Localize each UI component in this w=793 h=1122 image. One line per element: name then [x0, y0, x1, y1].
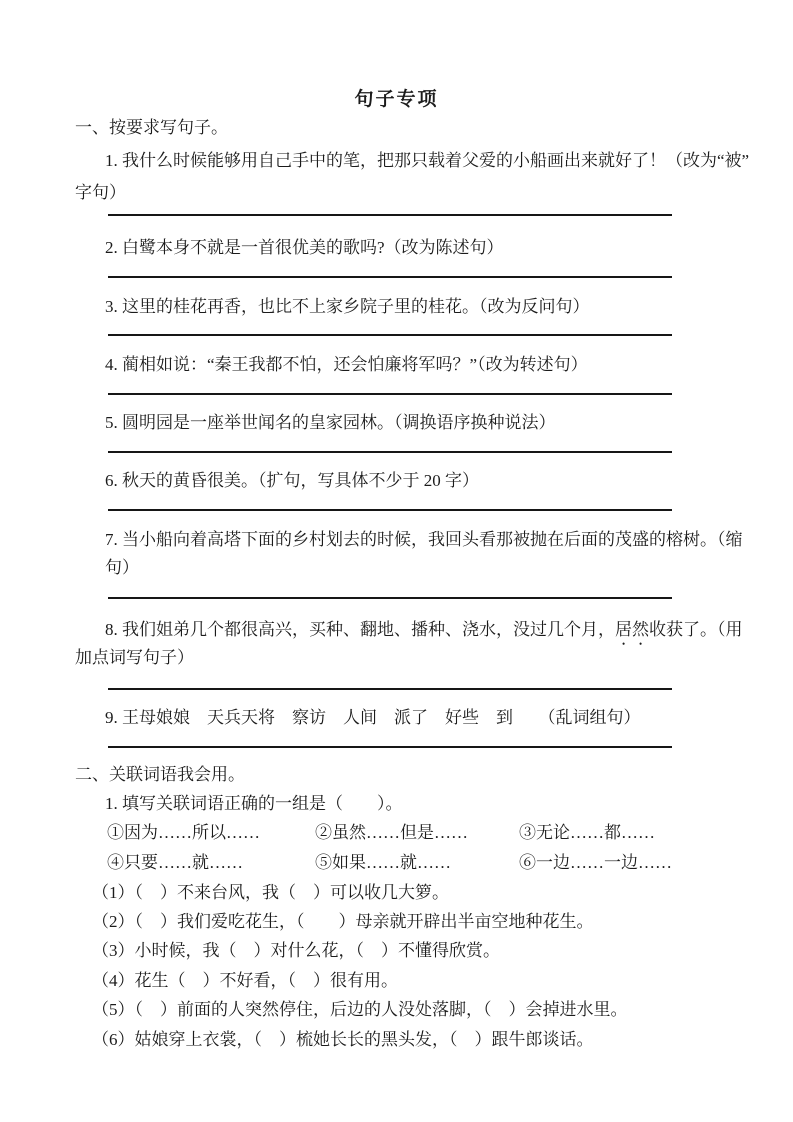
option-1: ①因为……所以……	[107, 823, 260, 842]
question-3: 3. 这里的桂花再香，也比不上家乡院子里的桂花。（改为反问句）	[105, 297, 590, 316]
question-1-line-2: 字句）	[75, 183, 126, 202]
question-7-line-2: 句）	[105, 558, 139, 577]
answer-line-2	[108, 276, 672, 278]
page-title: 句子专项	[354, 89, 439, 110]
fill-item-2: （2）（ ）我们爱吃花生，（ ）母亲就开辟出半亩空地种花生。	[92, 912, 594, 931]
answer-line-8	[108, 688, 672, 690]
section2-question-1: 1. 填写关联词语正确的一组是（ ）。	[105, 794, 403, 813]
question-1-line-1: 1. 我什么时候能够用自己手中的笔，把那只载着父爱的小船画出来就好了！（改为“被”	[105, 151, 750, 170]
fill-item-5: （5）（ ）前面的人突然停住，后边的人没处落脚，（ ）会掉进水里。	[92, 1000, 628, 1019]
question-9: 9. 王母娘娘 天兵天将 察访 人间 派了 好些 到 （乱词组句）	[105, 708, 641, 727]
question-8-text-post: 收获了。（用	[649, 620, 743, 639]
question-7-line-1: 7. 当小船向着高塔下面的乡村划去的时候，我回头看那被抛在后面的茂盛的榕树。（缩	[105, 530, 743, 549]
answer-line-7	[108, 597, 672, 599]
option-3: ③无论……都……	[519, 823, 655, 842]
section2-heading: 二、关联词语我会用。	[75, 765, 245, 784]
section1-heading: 一、按要求写句子。	[75, 118, 228, 137]
answer-line-4	[108, 393, 672, 395]
fill-item-3: （3）小时候，我（ ）对什么花，（ ）不懂得欣赏。	[92, 941, 500, 960]
fill-item-4: （4）花生（ ）不好看，（ ）很有用。	[92, 971, 398, 990]
answer-line-3	[108, 334, 672, 336]
question-2: 2. 白鹭本身不就是一首很优美的歌吗?（改为陈述句）	[105, 238, 504, 257]
question-8-dotted-word: 居然	[615, 620, 649, 639]
question-4: 4. 蔺相如说：“秦王我都不怕，还会怕廉将军吗？”（改为转述句）	[105, 355, 588, 374]
fill-item-6: （6）姑娘穿上衣裳，（ ）梳她长长的黑头发，（ ）跟牛郎谈话。	[92, 1030, 594, 1049]
answer-line-1	[108, 214, 672, 216]
answer-line-5	[108, 451, 672, 453]
question-8-line-2: 加点词写句子）	[75, 648, 194, 667]
option-5: ⑤如果……就……	[315, 853, 451, 872]
question-5: 5. 圆明园是一座举世闻名的皇家园林。（调换语序换种说法）	[105, 413, 556, 432]
question-6: 6. 秋天的黄昏很美。（扩句，写具体不少于 20 字）	[105, 471, 479, 490]
question-8-text-pre: 8. 我们姐弟几个都很高兴，买种、翻地、播种、浇水，没过几个月，	[105, 620, 615, 639]
answer-line-9	[108, 746, 672, 748]
fill-item-1: （1）（ ）不来台风，我（ ）可以收几大箩。	[92, 883, 449, 902]
option-6: ⑥一边……一边……	[519, 853, 672, 872]
option-4: ④只要……就……	[107, 853, 243, 872]
question-8-line-1	[105, 618, 743, 649]
answer-line-6	[108, 509, 672, 511]
option-2: ②虽然……但是……	[315, 823, 468, 842]
